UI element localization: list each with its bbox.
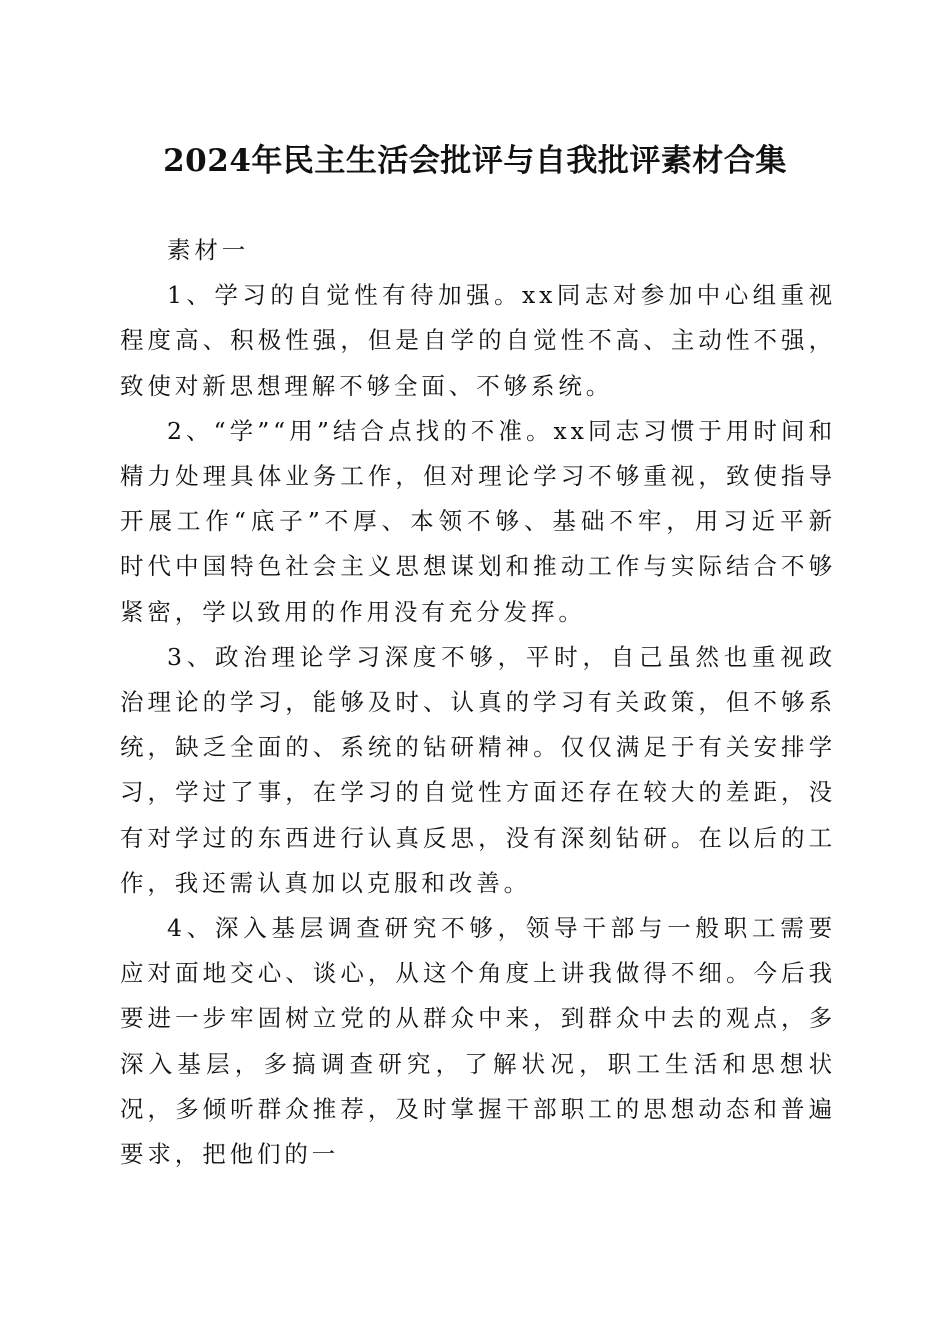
paragraph-1: 1、学习的自觉性有待加强。xx同志对参加中心组重视程度高、积极性强，但是自学的自觉性不高、主动性不强，致使对新思想理解不够全面、不够系统。: [120, 281, 836, 400]
paragraph-2: 2、“学”“用”结合点找的不准。xx同志习惯于用时间和精力处理具体业务工作，但对理论学习不够重视，致使指导开展工作“底子”不厚、本领不够、基础不牢，用习近平新时代中国特色社会主义思想谋划和推动工作与实际结合不够紧密，学以致用的作用没有充分发挥。: [120, 416, 836, 626]
paragraph-3: 3、政治理论学习深度不够，平时，自己虽然也重视政治理论的学习，能够及时、认真的学习有关政策，但不够系统，缺乏全面的、系统的钻研精神。仅仅满足于有关安排学习，学过了事，在学习的自觉性方面还存在较大的差距，没有对学过的东西进行认真反思，没有深刻钻研。在以后的工作，我还需认真加以克服和改善。: [120, 642, 836, 897]
section-label: 素材一: [167, 236, 250, 264]
document-body: [120, 228, 836, 1177]
paragraph-4: 4、深入基层调查研究不够，领导干部与一般职工需要应对面地交心、谈心，从这个角度上讲我做得不细。今后我要进一步牢固树立党的从群众中来，到群众中去的观点，多深入基层，多搞调查研究，了解状况，职工生活和思想状况，多倾听群众推荐，及时掌握干部职工的思想动态和普遍要求，把他们的一: [120, 914, 836, 1169]
document-title: 2024年民主生活会批评与自我批评素材合集: [163, 143, 787, 179]
